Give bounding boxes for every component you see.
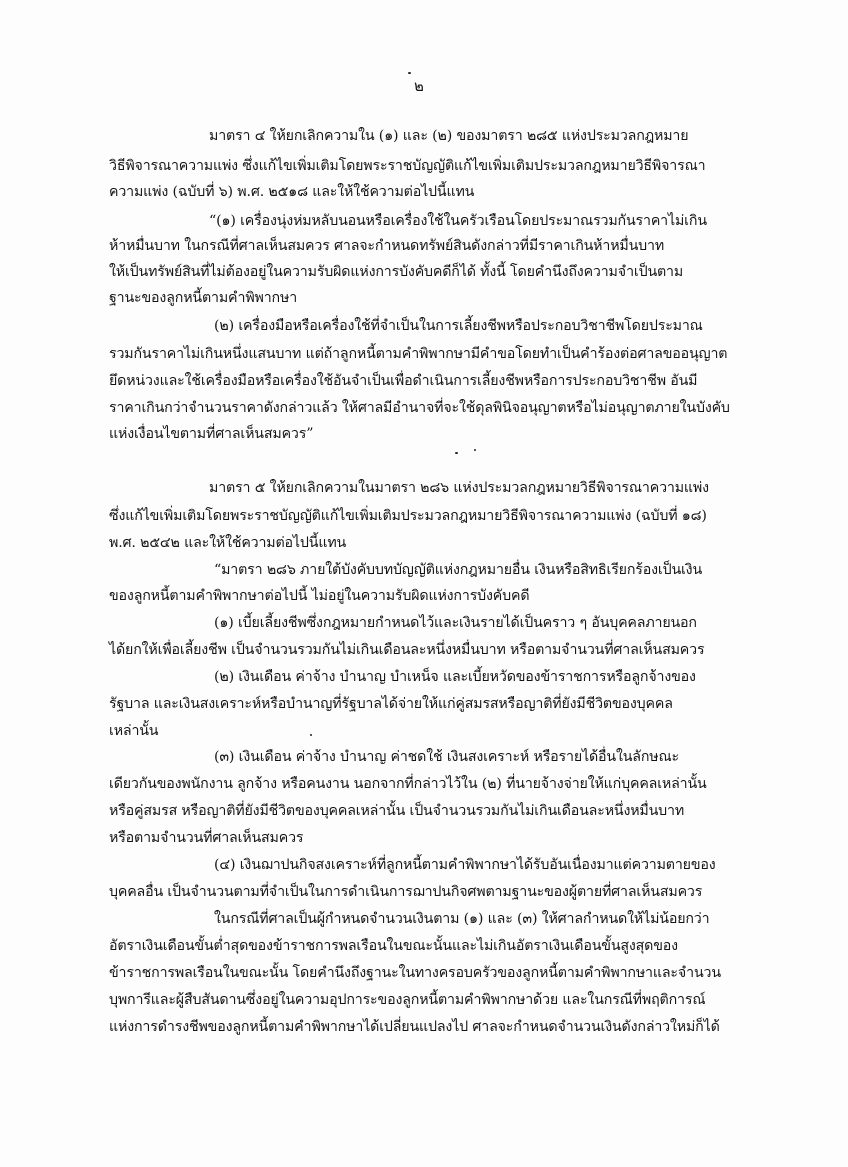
paragraph-line: พ.ศ. ๒๕๔๒ และให้ใช้ความต่อไปนี้แทน [109,535,347,551]
paragraph-line: มาตรา ๔ ให้ยกเลิกความใน (๑) และ (๒) ของมาตรา ๒๘๕ แห่งประมวลกฎหมาย [209,128,689,144]
scan-speck [408,72,411,74]
paragraph-line: ความแพ่ง (ฉบับที่ ๖) พ.ศ. ๒๕๑๘ และให้ใช้ความต่อไปนี้แทน [109,184,475,200]
paragraph-line: ฐานะของลูกหนี้ตามคำพิพากษา [109,290,298,306]
paragraph-line: ยึดหน่วงและใช้เครื่องมือหรือเครื่องใช้อันจำเป็นเพื่อดำเนินการเลี้ยงชีพหรือการประกอบวิชาชีพ อันมี [109,373,698,389]
scan-speck [455,452,458,454]
paragraph-line: ของลูกหนี้ตามคำพิพากษาต่อไปนี้ ไม่อยู่ในความรับผิดแห่งการบังคับคดี [109,588,530,604]
paragraph-line: (๓) เงินเดือน ค่าจ้าง บำนาญ ค่าชดใช้ เงินสงเคราะห์ หรือรายได้อื่นในลักษณะ [214,749,679,765]
paragraph-line: วิธีพิจารณาความแพ่ง ซึ่งแก้ไขเพิ่มเติมโดยพระราชบัญญัติแก้ไขเพิ่มเติมประมวลกฎหมายวิธีพิจารณา [109,158,706,174]
paragraph-line: ในกรณีที่ศาลเป็นผู้กำหนดจำนวนเงินตาม (๑) และ (๓) ให้ศาลกำหนดให้ไม่น้อยกว่า [214,911,710,927]
paragraph-line: (๔) เงินฌาปนกิจสงเคราะห์ที่ลูกหนี้ตามคำพิพากษาได้รับอันเนื่องมาแต่ความตายของ [214,857,716,873]
paragraph-line: “มาตรา ๒๘๖ ภายใต้บังคับบทบัญญัติแห่งกฎหมายอื่น เงินหรือสิทธิเรียกร้องเป็นเงิน [214,562,703,578]
paragraph-line: บุคคลอื่น เป็นจำนวนตามที่จำเป็นในการดำเนินการฌาปนกิจศพตามฐานะของผู้ตายที่ศาลเห็นสมควร [109,884,703,900]
scan-speck [310,734,312,736]
paragraph-line: รัฐบาล และเงินสงเคราะห์หรือบำนาญที่รัฐบาลได้จ่ายให้แก่คู่สมรสหรือญาติที่ยังมีชีวิตของบุคคล [109,696,673,712]
paragraph-line: “(๑) เครื่องนุ่งห่มหลับนอนหรือเครื่องใช้ในครัวเรือนโดยประมาณรวมกันราคาไม่เกิน [209,213,707,229]
paragraph-line: ข้าราชการพลเรือนในขณะนั้น โดยคำนึงถึงฐานะในทางครอบครัวของลูกหนี้ตามคำพิพากษาและจำนวน [109,965,721,981]
scan-speck [474,449,476,451]
paragraph-line: ได้ยกให้เพื่อเลี้ยงชีพ เป็นจำนวนรวมกันไม่เกินเดือนละหนึ่งหมื่นบาท หรือตามจำนวนที่ศาลเห็นสมควร [109,642,705,658]
paragraph-line: (๑) เบี้ยเลี้ยงชีพซึ่งกฎหมายกำหนดไว้และเงินรายได้เป็นคราว ๆ อันบุคคลภายนอก [214,615,697,631]
page-number: ๒ [414,77,424,95]
paragraph-line: หรือตามจำนวนที่ศาลเห็นสมควร [109,830,304,846]
paragraph-line: ราคาเกินกว่าจำนวนราคาดังกล่าวแล้ว ให้ศาลมีอำนาจที่จะใช้ดุลพินิจอนุญาตหรือไม่อนุญาตภายในบังคับ [109,400,730,416]
paragraph-line: เหล่านั้น [109,723,159,739]
paragraph-line: ห้าหมื่นบาท ในกรณีที่ศาลเห็นสมควร ศาลจะกำหนดทรัพย์สินดังกล่าวที่มีราคาเกินห้าหมื่นบาท [109,238,665,254]
paragraph-line: แห่งเงื่อนไขตามที่ศาลเห็นสมควร” [109,426,314,442]
paragraph-line: ให้เป็นทรัพย์สินที่ไม่ต้องอยู่ในความรับผิดแห่งการบังคับคดีก็ได้ ทั้งนี้ โดยคำนึงถึงความจำเป็นตาม [109,264,684,280]
paragraph-line: อัตราเงินเดือนขั้นต่ำสุดของข้าราชการพลเรือนในขณะนั้นและไม่เกินอัตราเงินเดือนขั้นสูงสุดของ [109,938,678,954]
paragraph-line: ซึ่งแก้ไขเพิ่มเติมโดยพระราชบัญญัติแก้ไขเพิ่มเติมประมวลกฎหมายวิธีพิจารณาความแพ่ง (ฉบับที่ ๑๘) [109,508,707,524]
paragraph-line: รวมกันราคาไม่เกินหนึ่งแสนบาท แต่ถ้าลูกหนี้ตามคำพิพากษามีคำขอโดยทำเป็นคำร้องต่อศาลขออนุญาต [109,346,728,362]
paragraph-line: (๒) เงินเดือน ค่าจ้าง บำนาญ บำเหน็จ และเบี้ยหวัดของข้าราชการหรือลูกจ้างของ [214,669,696,685]
paragraph-line: หรือคู่สมรส หรือญาติที่ยังมีชีวิตของบุคคลเหล่านั้น เป็นจำนวนรวมกันไม่เกินเดือนละหนึ่งหมื่นบาท [109,803,685,819]
paragraph-line: แห่งการดำรงชีพของลูกหนี้ตามคำพิพากษาได้เปลี่ยนแปลงไป ศาลจะกำหนดจำนวนเงินดังกล่าวใหม่ก็ได้ [109,1019,720,1035]
paragraph-line: เดียวกันของพนักงาน ลูกจ้าง หรือคนงาน นอกจากที่กล่าวไว้ใน (๒) ที่นายจ้างจ่ายให้แก่บุคคลเหล่านั้น [109,776,707,792]
paragraph-line: บุพการีและผู้สืบสันดานซึ่งอยู่ในความอุปการะของลูกหนี้ตามคำพิพากษาด้วย และในกรณีที่พฤติการณ์ [109,992,706,1008]
paragraph-line: มาตรา ๕ ให้ยกเลิกความในมาตรา ๒๘๖ แห่งประมวลกฎหมายวิธีพิจารณาความแพ่ง [209,480,709,496]
paragraph-line: (๒) เครื่องมือหรือเครื่องใช้ที่จำเป็นในการเลี้ยงชีพหรือประกอบวิชาชีพโดยประมาณ [214,318,703,334]
